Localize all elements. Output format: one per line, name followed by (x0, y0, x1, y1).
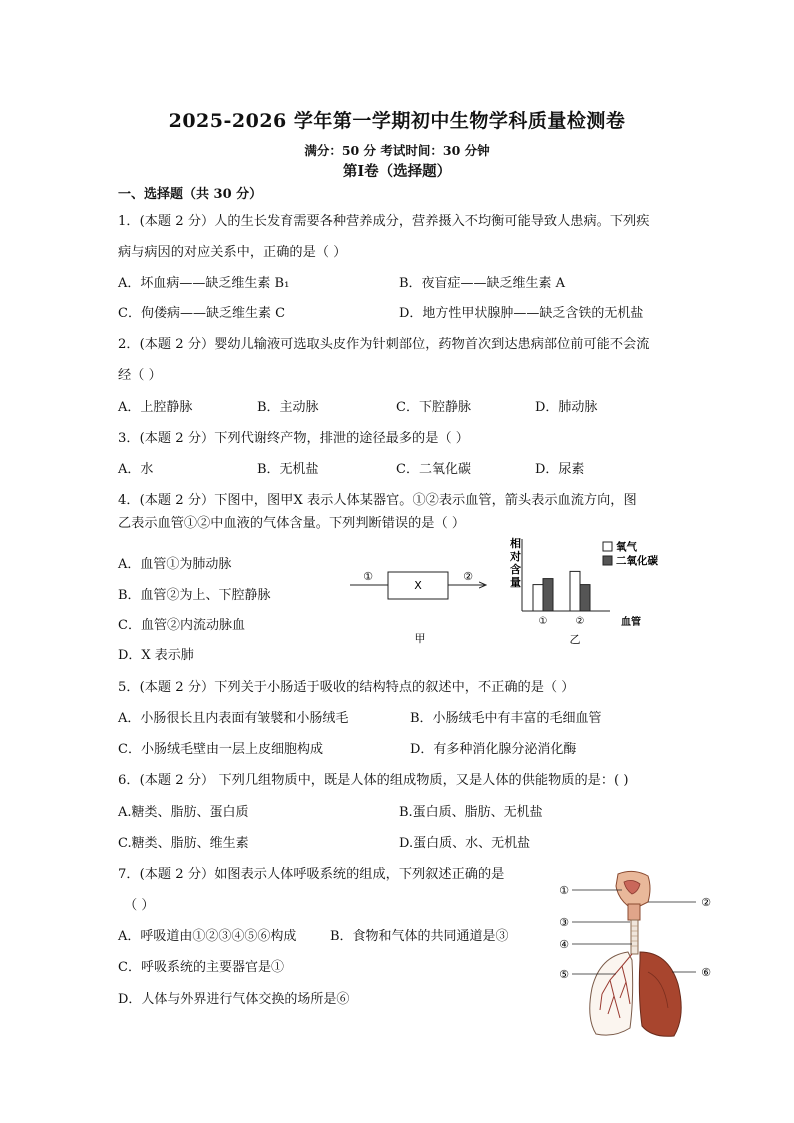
q2-option-c: C．下腔静脉 (396, 400, 471, 415)
label-2: ② (701, 896, 711, 909)
q1-option-c: C．佝偻病——缺乏维生素 C (118, 306, 286, 321)
bar-oxygen-vessel-2 (570, 571, 580, 611)
q6-option-b: B.蛋白质、脂肪、无机盐 (399, 805, 543, 820)
trachea (631, 920, 638, 954)
q1-option-a: A．坏血病——缺乏维生素 B₁ (118, 276, 290, 291)
bar-oxygen-vessel-1 (533, 585, 543, 611)
q5-option-d: D．有多种消化腺分泌消化酶 (410, 742, 577, 757)
label-5: ⑤ (559, 968, 569, 981)
q5-option-c: C．小肠绒毛壁由一层上皮细胞构成 (118, 742, 323, 757)
q5-stem: 5．(本题 2 分）下列关于小肠适于吸收的结构特点的叙述中，不正确的是（ ） (118, 680, 575, 695)
vessel-2-label: ② (463, 570, 473, 583)
q7-option-b: B．食物和气体的共同通道是③ (330, 929, 509, 944)
label-3: ③ (559, 916, 569, 929)
q7-option-c: C．呼吸系统的主要器官是① (118, 960, 284, 975)
q4-option-b: B．血管②为上、下腔静脉 (118, 588, 271, 603)
q1-stem-line2: 病与病因的对应关系中，正确的是（ ） (118, 245, 347, 260)
organ-x-label: X (414, 579, 422, 592)
category-label-1: ① (538, 616, 548, 627)
figure-yi-caption: 乙 (569, 633, 581, 646)
q2-stem-line1: 2．(本题 2 分）婴幼儿输液可选取头皮作为针刺部位，药物首次到达患病部位前可能不会流 (118, 337, 650, 352)
legend-swatch-oxygen (603, 542, 612, 551)
q7-option-a: A．呼吸道由①②③④⑤⑥构成 (118, 929, 297, 944)
q2-option-b: B．主动脉 (257, 400, 319, 415)
legend-oxygen: 氧气 (616, 541, 637, 553)
q3-option-c: C．二氧化碳 (396, 462, 471, 477)
figure-jia (350, 560, 500, 650)
label-1: ① (559, 884, 569, 897)
q4-option-c: C．血管②内流动脉血 (118, 618, 245, 633)
q7-stem-line2: （ ） (124, 898, 155, 913)
q3-option-b: B．无机盐 (257, 462, 319, 477)
volume-heading: 第Ⅰ卷（选择题） (342, 163, 452, 180)
q2-option-d: D．肺动脉 (535, 400, 598, 415)
q5-option-a: A．小肠很长且内表面有皱襞和小肠绒毛 (118, 711, 349, 726)
section-heading: 一、选择题（共 30 分） (118, 187, 263, 202)
q4-option-a: A．血管①为肺动脉 (118, 557, 232, 572)
q6-stem: 6．(本题 2 分） 下列几组物质中，既是人体的组成物质，又是人体的供能物质的是：( ) (118, 773, 629, 788)
ylabel-char-1: 相 (510, 537, 521, 550)
ylabel-char-3: 含 (510, 563, 521, 576)
q4-option-d: D．X 表示肺 (118, 648, 194, 663)
figure-yi-chart (500, 533, 670, 648)
figure-jia-caption: 甲 (414, 632, 426, 645)
vessel-1-label: ① (363, 570, 373, 583)
label-4: ④ (559, 938, 569, 951)
q1-option-d: D．地方性甲状腺肿——缺乏含铁的无机盐 (399, 306, 644, 321)
bar-co2-vessel-2 (580, 585, 590, 611)
q6-option-d: D.蛋白质、水、无机盐 (399, 836, 531, 851)
category-label-2: ② (575, 616, 585, 627)
q1-stem-line1: 1．(本题 2 分）人的生长发育需要各种营养成分，营养摄入不均衡可能导致人患病。下列疾 (118, 214, 650, 229)
bar-co2-vessel-1 (543, 579, 553, 611)
respiratory-system-figure (556, 868, 726, 1040)
q5-option-b: B．小肠绒毛中有丰富的毛细血管 (410, 711, 602, 726)
q3-option-a: A．水 (118, 462, 154, 477)
q6-option-c: C.糖类、脂肪、维生素 (118, 836, 249, 851)
left-lung (590, 952, 633, 1035)
legend-co2: 二氧化碳 (616, 555, 658, 567)
pharynx (628, 904, 640, 920)
q3-option-d: D．尿素 (535, 462, 585, 477)
exam-title: 2025-2026 学年第一学期初中生物学科质量检测卷 (168, 110, 626, 132)
q7-option-d: D．人体与外界进行气体交换的场所是⑥ (118, 992, 350, 1007)
ylabel-char-2: 对 (510, 550, 521, 563)
exam-subtitle: 满分：50 分 考试时间：30 分钟 (304, 143, 490, 158)
xlabel: 血管 (621, 617, 641, 628)
q3-stem: 3．(本题 2 分）下列代谢终产物，排泄的途径最多的是（ ） (118, 431, 469, 446)
q2-option-a: A．上腔静脉 (118, 400, 193, 415)
q6-option-a: A.糖类、脂肪、蛋白质 (118, 805, 249, 820)
q2-stem-line2: 经（ ） (118, 368, 162, 383)
q1-option-b: B．夜盲症——缺乏维生素 A (399, 276, 566, 291)
legend-swatch-co2 (603, 556, 612, 565)
ylabel-char-4: 量 (510, 576, 521, 589)
q7-stem-line1: 7．(本题 2 分）如图表示人体呼吸系统的组成，下列叙述正确的是 (118, 867, 505, 882)
right-lung (639, 952, 681, 1036)
label-6: ⑥ (701, 966, 711, 979)
q4-stem-line1: 4．(本题 2 分）下图中，图甲X 表示人体某器官。①②表示血管，箭头表示血流方向，图 (118, 493, 637, 508)
q4-stem-line2: 乙表示血管①②中血液的气体含量。下列判断错误的是（ ） (118, 516, 466, 531)
